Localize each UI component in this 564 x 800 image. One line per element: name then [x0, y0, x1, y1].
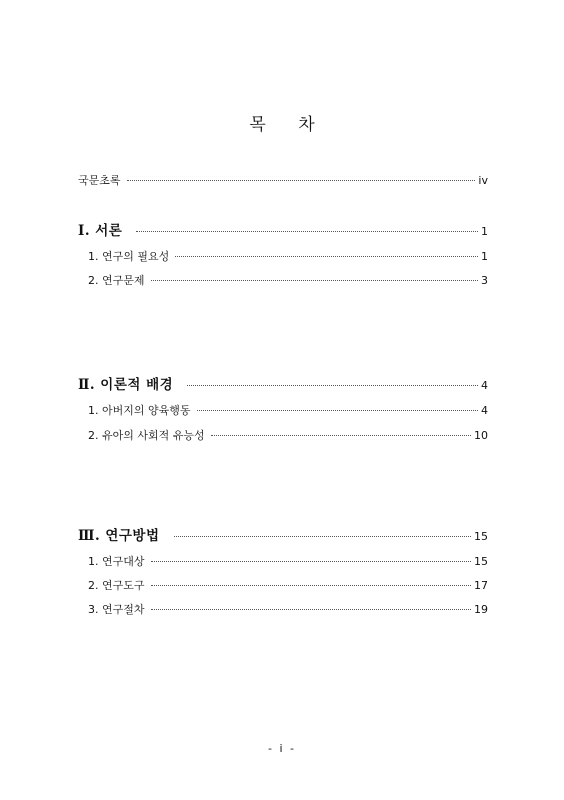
dot-leader — [197, 410, 479, 411]
toc-section-2-1[interactable] — [88, 402, 488, 418]
toc-page-number: 1 — [481, 250, 488, 263]
toc-chapter-label: Ⅱ. 이론적 배경 — [78, 377, 174, 393]
dot-leader — [151, 280, 479, 281]
dot-leader — [127, 180, 476, 181]
toc-section-2-2[interactable] — [88, 427, 488, 443]
toc-chapter-label: Ⅲ. 연구방법 — [78, 528, 160, 544]
dot-leader — [187, 385, 478, 386]
toc-chapter-1[interactable] — [78, 219, 488, 239]
toc-section-1-2[interactable] — [88, 272, 488, 288]
dot-leader — [211, 435, 471, 436]
toc-page-number: 15 — [474, 555, 488, 568]
toc-entry-label: 국문초록 — [78, 174, 121, 187]
toc-page-number: 1 — [481, 225, 488, 238]
toc-section-label: 1. 아버지의 양육행동 — [88, 404, 191, 417]
toc-section-label: 2. 연구도구 — [88, 579, 145, 592]
dot-leader — [151, 561, 472, 562]
toc-page-number: 4 — [481, 379, 488, 392]
page-title: 목 차 — [249, 115, 315, 135]
dot-leader — [151, 585, 472, 586]
toc-section-label: 1. 연구대상 — [88, 555, 145, 568]
toc-section-1-1[interactable] — [88, 248, 488, 264]
toc-section-3-3[interactable] — [88, 601, 488, 617]
toc-chapter-label: Ⅰ. 서론 — [78, 223, 123, 239]
toc-section-3-2[interactable] — [88, 577, 488, 593]
toc-page-number: iv — [478, 174, 488, 187]
toc-entry-abstract[interactable] — [78, 172, 488, 188]
toc-page-number: 15 — [474, 530, 488, 543]
toc-page-number: 19 — [474, 603, 488, 616]
toc-section-label: 1. 연구의 필요성 — [88, 250, 170, 263]
toc-chapter-3[interactable] — [78, 524, 488, 544]
toc-section-label: 2. 연구문제 — [88, 274, 145, 287]
toc-page-number: 17 — [474, 579, 488, 592]
page-number-footer: - i - — [268, 742, 296, 755]
dot-leader — [174, 536, 471, 537]
toc-page-number: 10 — [474, 429, 488, 442]
dot-leader — [175, 256, 478, 257]
toc-page-number: 3 — [481, 274, 488, 287]
toc-page-number: 4 — [481, 404, 488, 417]
dot-leader — [151, 609, 472, 610]
toc-section-3-1[interactable] — [88, 553, 488, 569]
toc-section-label: 3. 연구절차 — [88, 603, 145, 616]
toc-section-label: 2. 유아의 사회적 유능성 — [88, 429, 205, 442]
dot-leader — [136, 231, 478, 232]
toc-chapter-2[interactable] — [78, 373, 488, 393]
